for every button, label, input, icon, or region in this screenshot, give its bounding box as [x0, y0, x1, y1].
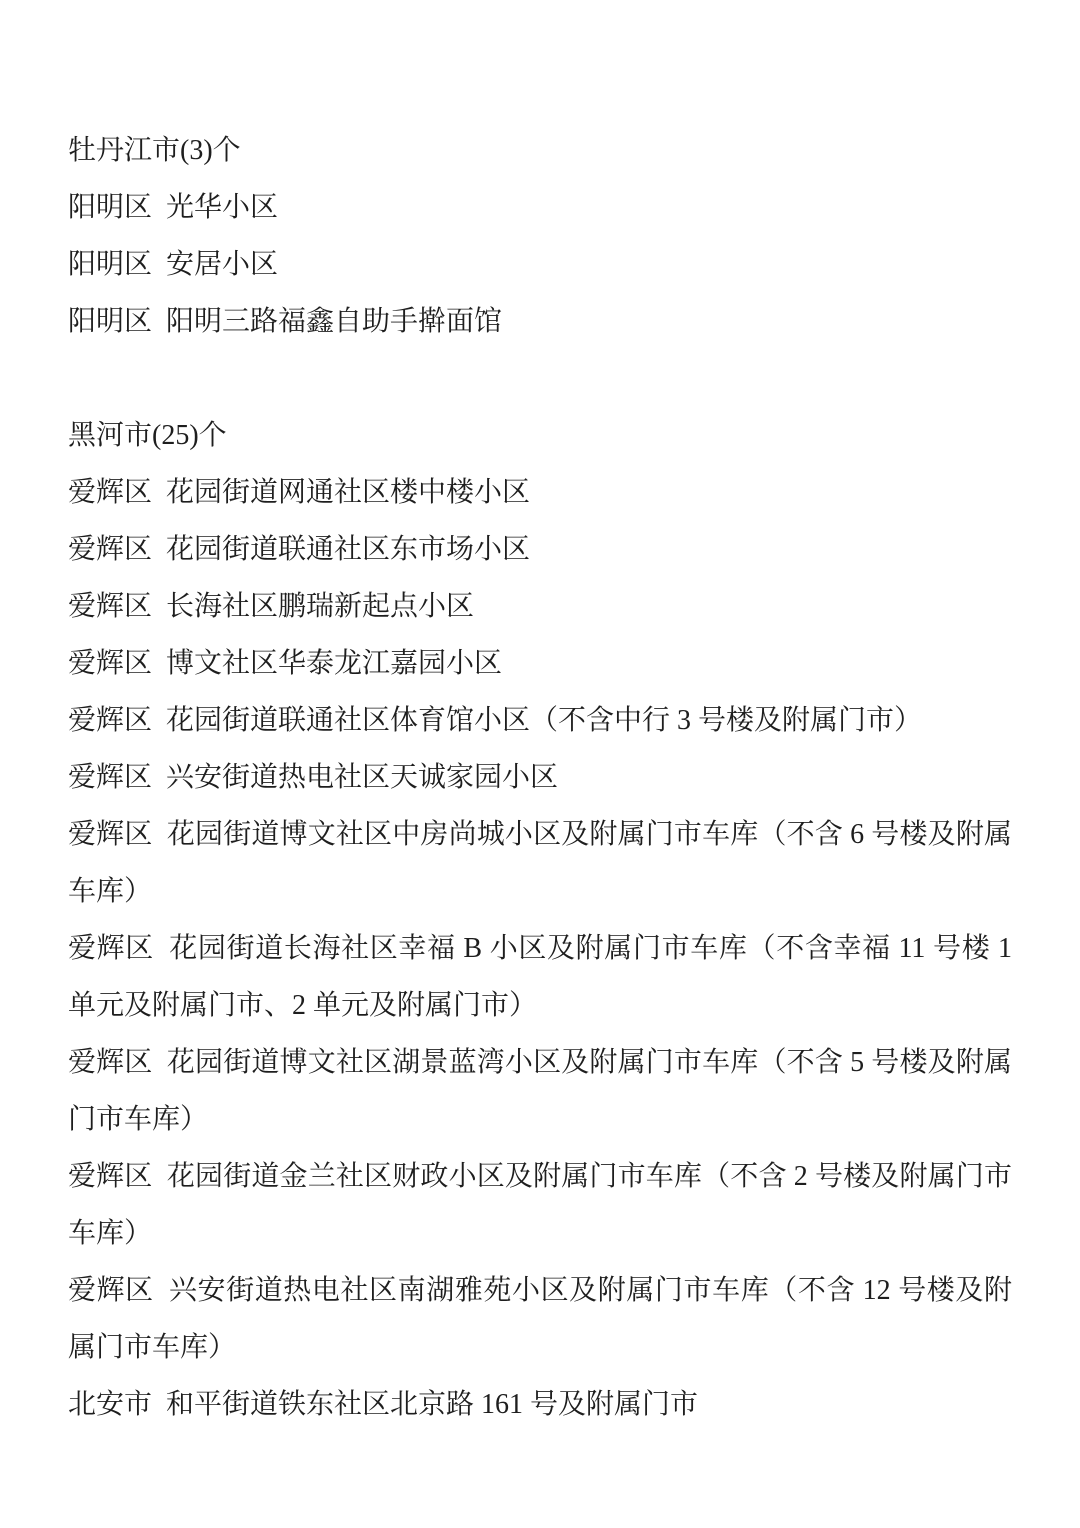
section-mudanjiang	[68, 122, 1012, 350]
list-item: 北安市 和平街道铁东社区北京路 161 号及附属门市	[68, 1389, 699, 1420]
list-item: 爱辉区 花园街道金兰社区财政小区及附属门市车库（不含 2 号楼及附属门市车库）	[68, 1161, 1012, 1249]
list-item: 阳明区 安居小区	[68, 249, 279, 280]
list-item: 爱辉区 花园街道网通社区楼中楼小区	[68, 477, 531, 508]
section-heading: 黑河市(25)个	[68, 420, 227, 451]
list-item: 爱辉区 花园街道长海社区幸福 B 小区及附属门市车库（不含幸福 11 号楼 1 单元及附属门市、2 单元及附属门市）	[68, 933, 1019, 1021]
list-item: 爱辉区 兴安街道热电社区天诚家园小区	[68, 762, 559, 793]
list-item: 爱辉区 花园街道博文社区湖景蓝湾小区及附属门市车库（不含 5 号楼及附属门市车库）	[68, 1047, 1012, 1135]
list-item: 阳明区 阳明三路福鑫自助手擀面馆	[68, 306, 503, 337]
list-item: 爱辉区 兴安街道热电社区南湖雅苑小区及附属门市车库（不含 12 号楼及附属门市车库）	[68, 1275, 1012, 1363]
list-item: 爱辉区 花园街道联通社区东市场小区	[68, 534, 531, 565]
list-item: 爱辉区 博文社区华泰龙江嘉园小区	[68, 648, 503, 679]
list-item: 爱辉区 花园街道博文社区中房尚城小区及附属门市车库（不含 6 号楼及附属车库）	[68, 819, 1012, 907]
list-item: 阳明区 光华小区	[68, 192, 279, 223]
list-item: 爱辉区 长海社区鹏瑞新起点小区	[68, 591, 475, 622]
list-item: 爱辉区 花园街道联通社区体育馆小区（不含中行 3 号楼及附属门市）	[68, 705, 923, 736]
section-heading: 牡丹江市(3)个	[68, 135, 241, 166]
section-heihe	[68, 407, 1019, 1433]
